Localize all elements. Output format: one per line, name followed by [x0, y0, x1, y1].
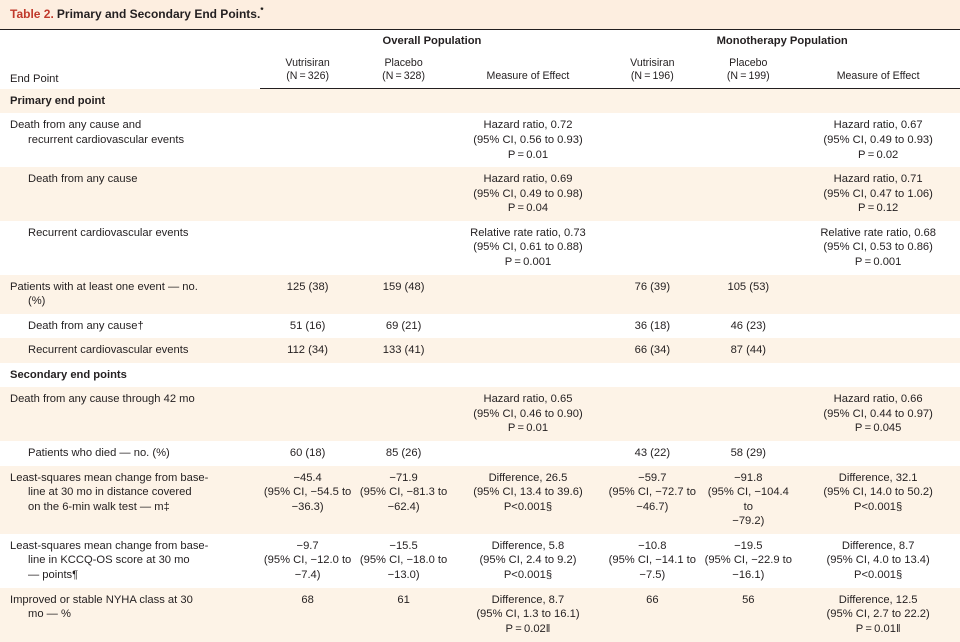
cell-value: Difference, 32.1 (95% CI, 14.0 to 50.2) P<0.001§	[796, 466, 960, 534]
table-row	[0, 588, 960, 642]
cell-value: Hazard ratio, 0.69 (95% CI, 0.49 to 0.98) P = 0.04	[452, 167, 605, 221]
cell-value	[700, 221, 796, 275]
row-label: Death from any cause	[0, 167, 260, 221]
cell-value: Hazard ratio, 0.67 (95% CI, 0.49 to 0.93) P = 0.02	[796, 113, 960, 167]
header-col-line2: (N = 326)	[286, 70, 329, 83]
endpoints-table	[0, 30, 960, 642]
cell-value: Relative rate ratio, 0.73 (95% CI, 0.61 to 0.88) P = 0.001	[452, 221, 605, 275]
cell-value: −71.9 (95% CI, −81.3 to −62.4)	[356, 466, 452, 534]
cell-value	[452, 89, 605, 114]
table-row	[0, 338, 960, 363]
cell-value: 125 (38)	[260, 275, 356, 314]
header-col-line1: Placebo	[729, 56, 768, 69]
cell-value	[700, 167, 796, 221]
cell-value	[604, 89, 700, 114]
cell-value	[260, 387, 356, 441]
header-col-vutrisiran-overall	[260, 51, 356, 89]
table-title	[0, 0, 960, 30]
cell-value: 85 (26)	[356, 441, 452, 466]
cell-value: 133 (41)	[356, 338, 452, 363]
cell-value: 36 (18)	[604, 314, 700, 339]
table-row	[0, 275, 960, 314]
row-label: Primary end point	[0, 89, 260, 114]
cell-value	[452, 441, 605, 466]
cell-value	[700, 113, 796, 167]
cell-value	[604, 387, 700, 441]
table-title-text: Primary and Secondary End Points.	[56, 7, 261, 22]
cell-value: Hazard ratio, 0.71 (95% CI, 0.47 to 1.06) P = 0.12	[796, 167, 960, 221]
cell-value	[452, 338, 605, 363]
cell-value	[260, 113, 356, 167]
cell-value: Difference, 12.5 (95% CI, 2.7 to 22.2) P = 0.01‖	[796, 588, 960, 642]
cell-value	[356, 221, 452, 275]
table-section-row	[0, 89, 960, 114]
cell-value	[452, 314, 605, 339]
cell-value: 66	[604, 588, 700, 642]
table-section-row	[0, 363, 960, 388]
header-group-overall: Overall Population	[382, 34, 482, 47]
header-group-row	[0, 30, 960, 51]
cell-value: −9.7 (95% CI, −12.0 to −7.4)	[260, 534, 356, 588]
header-col-line2: (N = 199)	[726, 70, 770, 83]
row-label: Death from any cause through 42 mo	[0, 387, 260, 441]
cell-value	[796, 89, 960, 114]
row-label: Patients who died — no. (%)	[0, 441, 260, 466]
header-col-line1: Measure of Effect	[486, 70, 570, 83]
header-col-line1: Placebo	[384, 56, 423, 69]
row-label: Recurrent cardiovascular events	[0, 221, 260, 275]
row-label: Recurrent cardiovascular events	[0, 338, 260, 363]
header-col-line2: (N = 196)	[630, 70, 674, 83]
cell-value: Hazard ratio, 0.72 (95% CI, 0.56 to 0.93) P = 0.01	[452, 113, 605, 167]
table-title-footnote-marker: *	[260, 6, 264, 15]
cell-value	[604, 113, 700, 167]
row-label: Improved or stable NYHA class at 30 mo — %	[0, 588, 260, 642]
cell-value	[604, 221, 700, 275]
row-label: Least-squares mean change from base- line in KCCQ-OS score at 30 mo — points¶	[0, 534, 260, 588]
cell-value: 60 (18)	[260, 441, 356, 466]
cell-value: Difference, 8.7 (95% CI, 4.0 to 13.4) P<0.001§	[796, 534, 960, 588]
cell-value	[796, 314, 960, 339]
cell-value	[356, 113, 452, 167]
header-col-line2: (N = 328)	[382, 70, 425, 83]
cell-value: 76 (39)	[604, 275, 700, 314]
cell-value	[356, 363, 452, 388]
table-row	[0, 466, 960, 534]
header-col-line1: Vutrisiran	[285, 56, 330, 69]
table-row	[0, 113, 960, 167]
row-label: Death from any cause and recurrent cardiovascular events	[0, 113, 260, 167]
cell-value: 43 (22)	[604, 441, 700, 466]
cell-value	[260, 89, 356, 114]
cell-value: −91.8 (95% CI, −104.4 to −79.2)	[700, 466, 796, 534]
header-col-line1: Measure of Effect	[836, 70, 920, 83]
cell-value: Relative rate ratio, 0.68 (95% CI, 0.53 to 0.86) P = 0.001	[796, 221, 960, 275]
cell-value: 159 (48)	[356, 275, 452, 314]
cell-value: Difference, 26.5 (95% CI, 13.4 to 39.6) P<0.001§	[452, 466, 605, 534]
cell-value	[796, 441, 960, 466]
table-body	[0, 89, 960, 642]
cell-value: 51 (16)	[260, 314, 356, 339]
cell-value	[700, 363, 796, 388]
cell-value: 61	[356, 588, 452, 642]
cell-value: −10.8 (95% CI, −14.1 to −7.5)	[604, 534, 700, 588]
cell-value	[260, 363, 356, 388]
cell-value	[356, 387, 452, 441]
cell-value	[796, 338, 960, 363]
cell-value: 58 (29)	[700, 441, 796, 466]
cell-value	[700, 89, 796, 114]
cell-value	[604, 363, 700, 388]
header-col-placebo-mono	[700, 51, 796, 89]
cell-value	[260, 167, 356, 221]
cell-value	[796, 363, 960, 388]
cell-value	[700, 387, 796, 441]
cell-value: 112 (34)	[260, 338, 356, 363]
cell-value: 56	[700, 588, 796, 642]
row-label: Patients with at least one event — no. (%)	[0, 275, 260, 314]
table-row	[0, 221, 960, 275]
row-label: Death from any cause†	[0, 314, 260, 339]
table-row	[0, 387, 960, 441]
table-row	[0, 441, 960, 466]
table-row	[0, 534, 960, 588]
header-group-monotherapy: Monotherapy Population	[716, 34, 848, 47]
cell-value: −19.5 (95% CI, −22.9 to −16.1)	[700, 534, 796, 588]
cell-value: Hazard ratio, 0.65 (95% CI, 0.46 to 0.90) P = 0.01	[452, 387, 605, 441]
row-label: Least-squares mean change from base- line at 30 mo in distance covered on the 6-min walk test — m‡	[0, 466, 260, 534]
cell-value: −59.7 (95% CI, −72.7 to −46.7)	[604, 466, 700, 534]
cell-value: 66 (34)	[604, 338, 700, 363]
cell-value	[604, 167, 700, 221]
header-col-placebo-overall	[356, 51, 452, 89]
cell-value	[356, 167, 452, 221]
table-row	[0, 167, 960, 221]
table-head	[0, 30, 960, 89]
cell-value: 105 (53)	[700, 275, 796, 314]
header-endpoint: End Point	[10, 72, 59, 85]
row-label: Secondary end points	[0, 363, 260, 388]
cell-value: 87 (44)	[700, 338, 796, 363]
header-col-vutrisiran-mono	[604, 51, 700, 89]
header-col-line1: Vutrisiran	[630, 56, 675, 69]
cell-value	[452, 275, 605, 314]
cell-value	[356, 89, 452, 114]
table-row	[0, 314, 960, 339]
cell-value: 69 (21)	[356, 314, 452, 339]
cell-value: −15.5 (95% CI, −18.0 to −13.0)	[356, 534, 452, 588]
header-col-measure-mono	[796, 51, 960, 89]
cell-value: Hazard ratio, 0.66 (95% CI, 0.44 to 0.97) P = 0.045	[796, 387, 960, 441]
table-number: Table 2.	[10, 7, 54, 22]
header-col-measure-overall	[452, 51, 605, 89]
cell-value	[452, 363, 605, 388]
cell-value: 68	[260, 588, 356, 642]
cell-value: −45.4 (95% CI, −54.5 to −36.3)	[260, 466, 356, 534]
cell-value	[260, 221, 356, 275]
cell-value: Difference, 8.7 (95% CI, 1.3 to 16.1) P = 0.02‖	[452, 588, 605, 642]
cell-value	[796, 275, 960, 314]
cell-value: 46 (23)	[700, 314, 796, 339]
cell-value: Difference, 5.8 (95% CI, 2.4 to 9.2) P<0.001§	[452, 534, 605, 588]
